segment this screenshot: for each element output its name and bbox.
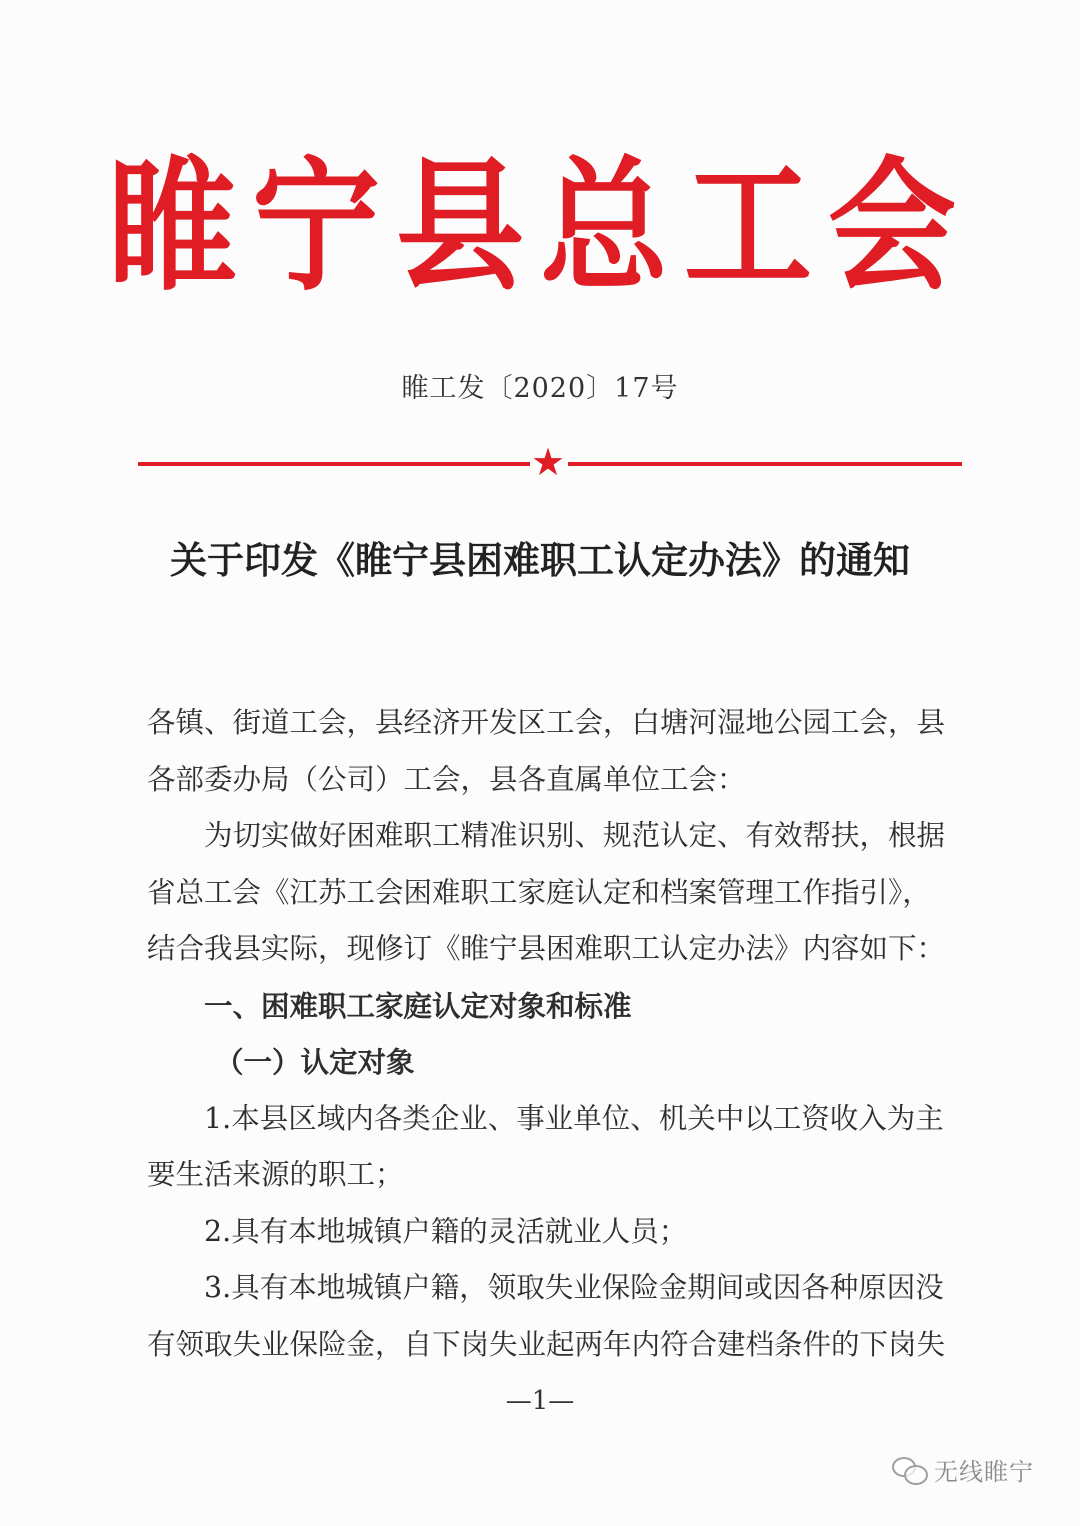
body-line: 结合我县实际，现修订《睢宁县困难职工认定办法》内容如下： — [147, 932, 946, 965]
masthead-org-name: 睢宁县总工会 — [107, 144, 972, 311]
star-icon: ★ — [530, 440, 566, 484]
subsection-heading: （一）认定对象 — [215, 1045, 415, 1079]
body-line: 各镇、街道工会，县经济开发区工会，白塘河湿地公园工会，县 — [147, 706, 946, 739]
body-line: 有领取失业保险金，自下岗失业起两年内符合建档条件的下岗失 — [147, 1327, 946, 1361]
body-line: 2.具有本地城镇户籍的灵活就业人员； — [204, 1214, 688, 1248]
page-number: —1— — [505, 1386, 575, 1416]
document-body — [147, 695, 947, 1373]
watermark — [892, 1452, 1034, 1487]
body-line: 为切实做好困难职工精准识别、规范认定、有效帮扶，根据 — [204, 819, 946, 852]
red-rule-left — [138, 462, 530, 466]
wechat-icon — [892, 1455, 928, 1485]
body-line: 各部委办局（公司）工会，县各直属单位工会： — [147, 762, 746, 796]
body-line: 1.本县区域内各类企业、事业单位、机关中以工资收入为主 — [204, 1101, 944, 1135]
section-heading: 一、困难职工家庭认定对象和标准 — [204, 988, 632, 1023]
document-title: 关于印发《睢宁县困难职工认定办法》的通知 — [170, 538, 910, 582]
body-line: 要生活来源的职工； — [147, 1158, 404, 1191]
body-line: 省总工会《江苏工会困难职工家庭认定和档案管理工作指引》， — [147, 875, 931, 909]
document-number: 睢工发〔2020〕17号 — [401, 373, 679, 404]
body-line: 3.具有本地城镇户籍，领取失业保险金期间或因各种原因没 — [204, 1271, 944, 1304]
red-rule-right — [568, 462, 962, 466]
watermark-text: 无线睢宁 — [934, 1458, 1034, 1486]
